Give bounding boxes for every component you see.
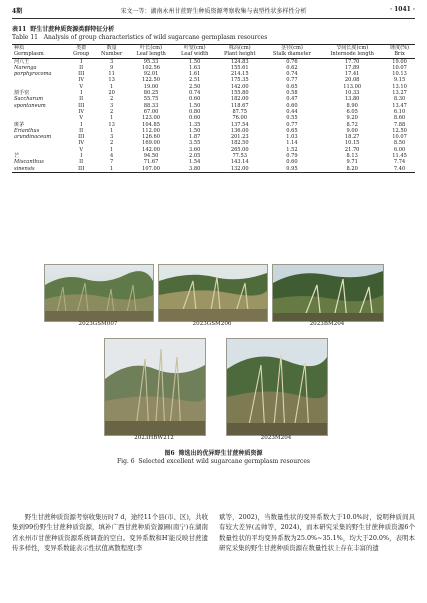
table-cell: 1 <box>110 165 114 172</box>
table-cell: 1.50 <box>189 58 201 65</box>
table-cell: 2.05 <box>189 153 201 160</box>
table-cell: 0.95 <box>286 165 298 172</box>
table-cell: 124.83 <box>230 58 249 65</box>
table-cell: 17.41 <box>344 71 360 78</box>
table-cell: 1.61 <box>189 71 201 78</box>
table-cell: 3 <box>110 134 114 141</box>
table-cell: 0.58 <box>286 90 298 97</box>
table-cell: 155.80 <box>230 90 249 97</box>
table-cell: 1.87 <box>189 134 201 141</box>
photo-image <box>273 265 383 321</box>
table-cell: 8.30 <box>393 96 406 103</box>
table-cell: 1.14 <box>286 140 298 147</box>
table-cell: 19.00 <box>392 58 407 65</box>
table-cell: 10.07 <box>392 134 407 141</box>
table-title-en: Analysis of group characteristics of wild sugarcane germplasm resources <box>43 34 268 41</box>
column-header-en: Stalk diameter <box>272 51 312 58</box>
table-cell: 8.20 <box>346 165 358 172</box>
germplasm-cell: Narenga <box>14 64 37 71</box>
table-cell: III <box>78 71 85 78</box>
table-cell: 13.27 <box>392 90 407 97</box>
photo-2023gsm007 <box>44 264 154 322</box>
photo-label: 2023BM204 <box>309 321 345 327</box>
column-header-en: Germplasm <box>14 51 44 58</box>
table-cell: 17.70 <box>344 58 360 65</box>
table-cell: 0.47 <box>286 96 298 103</box>
table-cell: 13.47 <box>392 102 407 109</box>
header-rule <box>12 18 415 19</box>
table-cell: 20 <box>108 90 115 97</box>
table-cell: II <box>79 159 84 166</box>
table-cell: 142.00 <box>230 83 249 90</box>
table-cell: 8.13 <box>346 153 358 160</box>
table-cell: 1.50 <box>189 102 201 109</box>
table-cell: 10.15 <box>344 140 360 147</box>
photo-label: 2023GSM007 <box>78 321 118 327</box>
photo-2023bm204 <box>272 264 384 322</box>
column-header-en: Number <box>101 51 123 58</box>
column-header-cn: 叶宽(cm) <box>183 45 206 51</box>
table-cell: 136.00 <box>230 127 249 134</box>
issue-number: 4期 <box>12 8 23 15</box>
table-cell: 112.00 <box>142 127 160 134</box>
table-cell: 0.79 <box>286 153 298 160</box>
table-row <box>12 166 415 173</box>
table-cell: 1.35 <box>189 121 201 128</box>
table-cell: 3 <box>110 102 114 109</box>
table-cell: 13 <box>108 121 115 128</box>
table-cell: 9.15 <box>393 77 406 84</box>
table-cell: 7.88 <box>393 121 406 128</box>
photo-label: 2023HBW212 <box>134 435 174 441</box>
table-cell: 175.35 <box>230 77 249 84</box>
column-header-en: Leaf length <box>136 51 166 58</box>
table-cell: 71.67 <box>143 159 159 166</box>
table-header-row <box>12 45 415 59</box>
table-cell: 1.03 <box>286 134 298 141</box>
table-number-en: Table 11 <box>12 34 38 41</box>
table-cell: 132.00 <box>230 165 249 172</box>
table-cell: 92.01 <box>143 71 159 78</box>
table-cell: 1 <box>110 83 114 90</box>
column-header-cn: 锤度(%) <box>390 45 410 51</box>
table-cell: 0.60 <box>286 102 298 109</box>
table-cell: 123.00 <box>142 115 160 122</box>
column-header-cn: 数量 <box>106 45 117 51</box>
table-row <box>12 58 415 65</box>
table-cell: 0.80 <box>189 108 201 115</box>
table-cell: 11.45 <box>392 153 407 160</box>
germplasm-cell: Miscanthus <box>14 159 44 166</box>
column-header <box>320 45 384 59</box>
table-cell: 55.75 <box>143 96 159 103</box>
table-caption-cn <box>12 26 267 34</box>
table-cell: 113.00 <box>343 83 362 90</box>
table-cell: 1 <box>110 115 114 122</box>
table-cell: 155.61 <box>230 64 249 71</box>
table-cell: I <box>80 121 83 128</box>
table-cell: 0.77 <box>286 121 298 128</box>
running-header <box>12 6 415 18</box>
column-header-cn: 茎径(cm) <box>280 45 303 51</box>
table-cell: 9.71 <box>346 159 358 166</box>
table-cell: 265.00 <box>230 146 249 153</box>
table-cell: 137.54 <box>230 121 249 128</box>
table-cell: 88.33 <box>143 102 159 109</box>
body-paragraph-left: 野生甘蔗种质资源考察收集历时7 d，途经11个县(市、区)，共收集到99份野生甘蔗种质资源，填补广西甘蔗种质资源圃(南宁)在湖南省永州市甘蔗种质资源系统调查的空白。变异系数和H′能反映甘蔗遗传多样性，变异系数能表示性状值离散程度(李 <box>12 513 208 553</box>
column-header <box>95 45 129 59</box>
germplasm-cell: sinensis <box>14 165 35 172</box>
table-caption-en <box>12 34 267 42</box>
table-cell: 1.63 <box>189 64 201 71</box>
table-cell: 0.76 <box>286 58 298 65</box>
column-header-cn: 种质 <box>14 45 25 51</box>
table-cell: 2.51 <box>189 77 201 84</box>
table-cell: 0.77 <box>286 77 298 84</box>
body-column-right <box>219 512 415 554</box>
table-cell: II <box>79 127 84 134</box>
column-header-en: Brix <box>394 51 405 58</box>
table-cell: V <box>79 115 84 122</box>
table-cell: 1 <box>110 146 114 153</box>
column-header <box>129 45 174 59</box>
table-cell: 6.10 <box>393 108 406 115</box>
table-cell: 9.00 <box>346 127 358 134</box>
table-cell: 0.65 <box>286 83 298 90</box>
table-cell: 77.53 <box>232 153 248 160</box>
table-cell: 6.05 <box>346 108 358 115</box>
table-cell: I <box>80 153 83 160</box>
table-cell: 0.74 <box>286 71 298 78</box>
column-header <box>264 45 321 59</box>
germplasm-cell: arundinaceum <box>14 134 52 141</box>
column-header <box>68 45 95 59</box>
table-cell: 94.50 <box>143 153 159 160</box>
figure-title-en: Selected excellent wild sugarcane germplasm resources <box>138 458 310 465</box>
table-cell: III <box>78 134 85 141</box>
photo-label: 2023GSM206 <box>192 321 232 327</box>
photo-image <box>45 265 153 321</box>
table-cell: 0.55 <box>286 115 298 122</box>
table-cell: 169.00 <box>142 140 160 147</box>
table-cell: 8.50 <box>393 140 406 147</box>
table-cell: 87.75 <box>232 108 248 115</box>
table-cell: 102.56 <box>142 64 160 71</box>
table-cell: 0.60 <box>189 115 201 122</box>
table-cell: 122.50 <box>142 77 160 84</box>
table-cell: 182.50 <box>230 140 249 147</box>
table-cell: 67.00 <box>143 108 159 115</box>
table-cell: 0.60 <box>189 96 201 103</box>
table-cell: III <box>78 165 85 172</box>
column-header-en: Group <box>73 51 90 58</box>
table-cell: 13.80 <box>344 96 360 103</box>
figure-number-cn: 图6 <box>164 450 175 457</box>
figure-title-cn: 筛选出的优异野生甘蔗种质资源 <box>178 450 263 457</box>
table-cell: 0.65 <box>286 127 298 134</box>
table-cell: 17.89 <box>344 64 360 71</box>
column-header-en: Leaf width <box>180 51 209 58</box>
figure-caption-cn <box>0 448 427 457</box>
page-number: · 1041 · <box>389 6 415 13</box>
photo-2023m204 <box>226 338 328 436</box>
table-cell: 10.13 <box>392 71 407 78</box>
body-column-left <box>12 512 208 554</box>
table-cell: 1.52 <box>286 146 298 153</box>
column-header-en: Internode length <box>330 51 374 58</box>
body-paragraph-right: 斌等，2002)，当数量性状的变异系数大于10.0%时，说明种质间具有较大差异(孟帅等，2024)，而本研究采集的野生甘蔗种质资源6个数量性状的平均变异系数为25.0%~35.1%，均大于20.0%，表明本研究采集的野生甘蔗种质资源在数量性状上存在丰富的遗 <box>219 513 415 553</box>
table-cell: 104.85 <box>142 121 160 128</box>
table-cell: 13 <box>108 77 115 84</box>
table-cell: 3 <box>110 58 114 65</box>
table-cell: 126.60 <box>142 134 160 141</box>
table-cell: II <box>79 96 84 103</box>
table-title-cn: 野生甘蔗种质资源类群特征分析 <box>30 26 115 33</box>
figure-caption-en <box>0 458 427 465</box>
table-cell: 95.33 <box>143 58 159 65</box>
column-header-cn: 节间长度(cm) <box>336 45 369 51</box>
table-cell: 11 <box>108 71 115 78</box>
table-cell: 21.70 <box>344 146 360 153</box>
table-cell: 143.14 <box>230 159 249 166</box>
table-body <box>12 58 415 172</box>
table-cell: 4 <box>110 153 114 160</box>
column-header <box>216 45 264 59</box>
table-cell: 0.74 <box>189 90 201 97</box>
table-cell: 1.54 <box>189 159 201 166</box>
table-cell: IV <box>78 77 85 84</box>
table-cell: 2 <box>110 96 114 103</box>
table-cell: IV <box>78 108 85 115</box>
table-cell: 18.27 <box>344 134 360 141</box>
germplasm-cell: Saccharum <box>14 96 44 103</box>
germplasm-cell: Erianthus <box>14 127 40 134</box>
photo-image <box>227 339 327 435</box>
germplasm-cell: 芒 <box>14 153 20 160</box>
table-cell: IV <box>78 140 85 147</box>
table-cell: 6.00 <box>393 146 406 153</box>
table-cell: 3.60 <box>189 146 201 153</box>
photo-image <box>105 339 205 435</box>
table-cell: 8.90 <box>346 102 358 109</box>
table-cell: 142.00 <box>142 146 160 153</box>
table-cell: 80.25 <box>143 90 159 97</box>
table-cell: 10.07 <box>392 64 407 71</box>
table-cell: 9 <box>110 64 114 71</box>
column-header-en: Plant height <box>223 51 256 58</box>
germplasm-cell: porphyrocoma <box>14 71 52 78</box>
table-number-cn: 表11 <box>12 26 27 33</box>
photo-2023gsm206 <box>158 264 268 322</box>
germplasm-cell: 河八王 <box>14 58 30 65</box>
table-cell: 1 <box>110 127 114 134</box>
table-cell: 214.15 <box>230 71 249 78</box>
table-cell: 8.60 <box>393 115 406 122</box>
column-header <box>384 45 415 59</box>
column-header-cn: 类群 <box>76 45 87 51</box>
germplasm-cell: 割手密 <box>14 90 30 97</box>
table-cell: I <box>80 90 83 97</box>
column-header <box>12 45 68 59</box>
table-cell: 1.50 <box>189 127 201 134</box>
table-cell: 0.60 <box>286 159 298 166</box>
germplasm-cell: 斑茅 <box>14 121 25 128</box>
table-cell: 182.00 <box>230 96 249 103</box>
table-cell: 9.20 <box>346 115 358 122</box>
photo-image <box>159 265 267 321</box>
column-header-cn: 株高(cm) <box>228 45 251 51</box>
table-cell: 12.50 <box>392 127 407 134</box>
germplasm-cell: spontaneum <box>14 102 46 109</box>
table-cell: 3.80 <box>189 165 201 172</box>
table-cell: 118.67 <box>230 102 249 109</box>
table-cell: 2 <box>110 108 114 115</box>
table-cell: 107.00 <box>142 165 160 172</box>
table-cell: 76.00 <box>232 115 248 122</box>
table-cell: III <box>78 102 85 109</box>
table-cell: 7 <box>110 159 114 166</box>
table-cell: 13.10 <box>392 83 407 90</box>
running-title: 宋文一等：湖南永州甘蔗野生种质资源考察收集与表型性状多样性分析 <box>120 8 307 15</box>
photo-2023hbw212 <box>104 338 206 436</box>
table-caption <box>12 26 267 42</box>
table-cell: 7.74 <box>393 159 406 166</box>
table-cell: 2.50 <box>189 83 201 90</box>
table-cell: 8.72 <box>346 121 358 128</box>
table-cell: 0.62 <box>286 64 298 71</box>
table-cell: 7.40 <box>393 165 406 172</box>
group-characteristics-table <box>12 44 415 173</box>
table-cell: 10.33 <box>344 90 360 97</box>
table-cell: 20.08 <box>344 77 360 84</box>
table-cell: 19.00 <box>143 83 159 90</box>
column-header-cn: 叶长(cm) <box>140 45 163 51</box>
table-cell: 0.44 <box>286 108 298 115</box>
photo-label: 2023M204 <box>260 435 292 441</box>
table-cell: 2 <box>110 140 114 147</box>
table-cell: I <box>80 58 83 65</box>
table-cell: V <box>79 83 84 90</box>
table-cell: 3.55 <box>189 140 201 147</box>
figure-number-en: Fig. 6 <box>116 458 135 465</box>
table-cell: 201.23 <box>230 134 249 141</box>
table-cell: II <box>79 64 84 71</box>
column-header <box>174 45 216 59</box>
table-cell: V <box>79 146 84 153</box>
